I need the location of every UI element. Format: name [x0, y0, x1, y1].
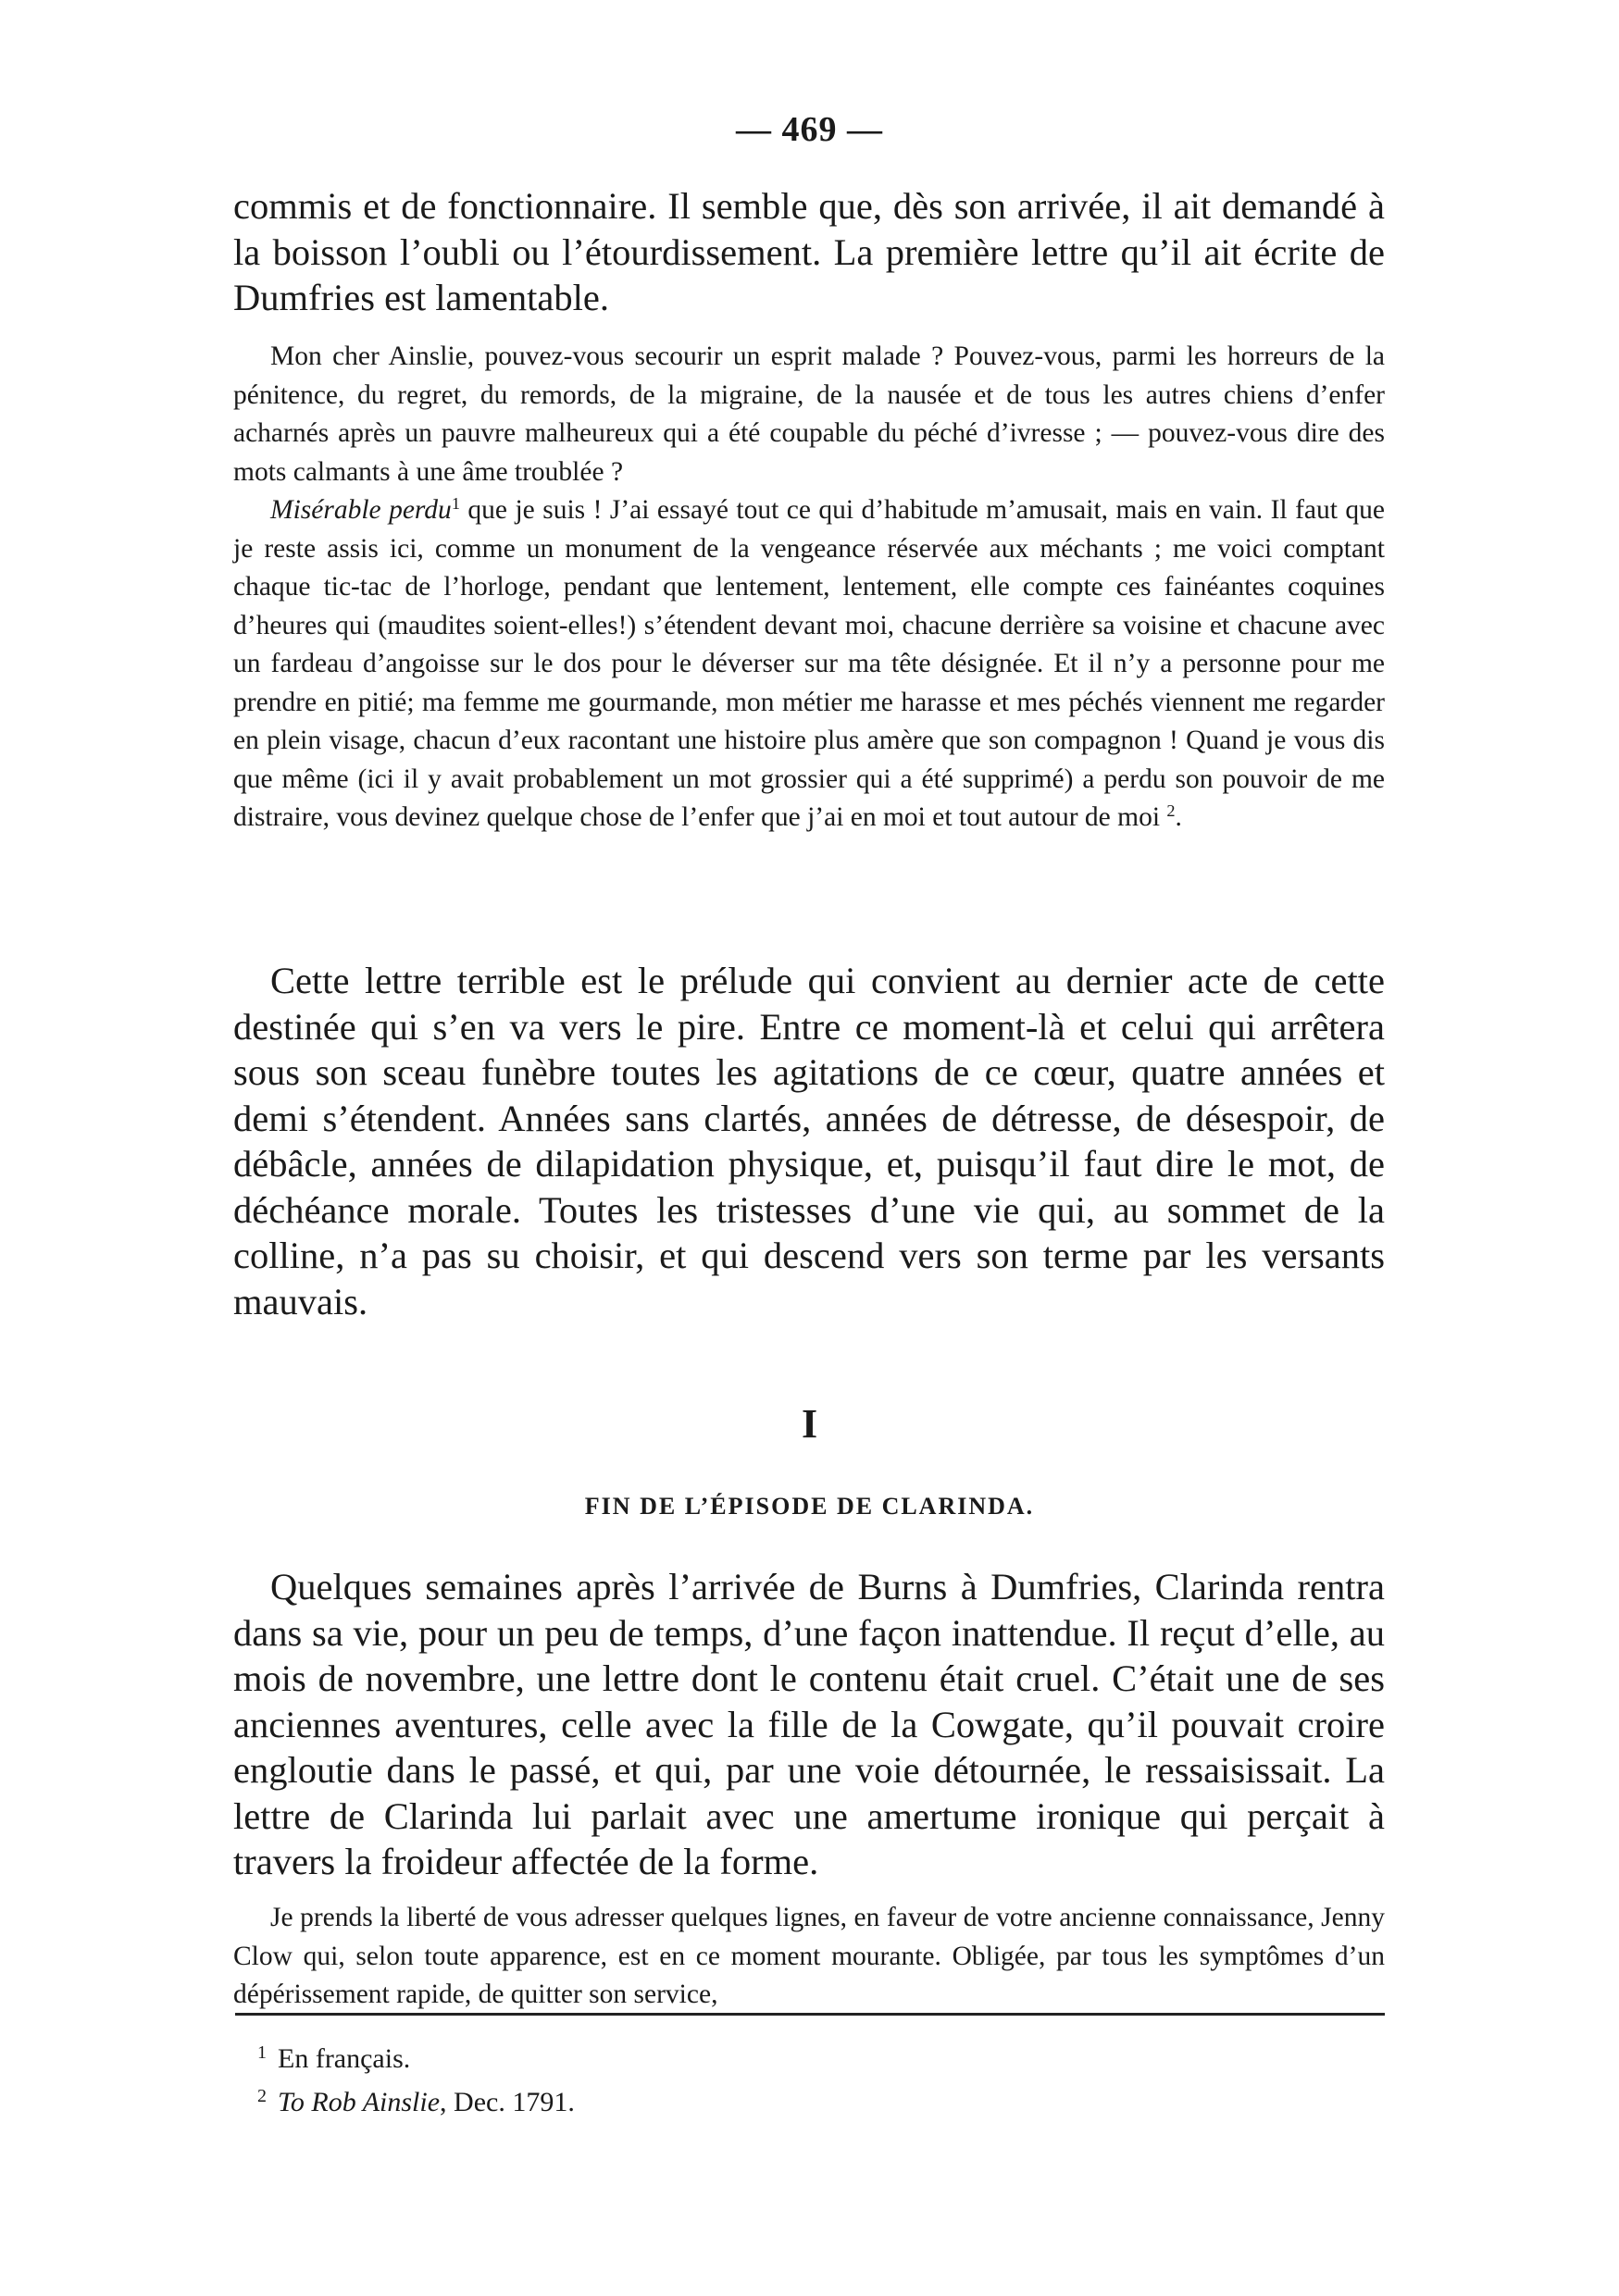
quote-paragraph-2-text: que je suis ! J’ai essayé tout ce qui d’habitude m’amusait, mais en vain. Il faut que je reste assis ici, comme un monument de la vengeance réservée aux méchants ; me voici comptant chaque tic-tac de l’horloge, pendant que lentement, lentement, elle compte ces fainéantes coquines d’heures qui (maudites soient-elles!) s’étendent devant moi, chacune derrière sa voisine et chacune avec un fardeau d’angoisse sur le dos pour le déverser sur ma tête désignée. Et il n’y a personne pour me prendre en pitié; ma femme me gourmande, mon métier me harasse et mes péchés viennent me regarder en plein visage, chacun d’eux racontant une histoire plus amère que son compagnon ! Quand je vous dis que même (ici il y avait probablement un mot grossier qui a été supprimé) a perdu son pouvoir de me distraire, vous devinez quelque chose de l’enfer que j’ai en moi et tout autour de moi: [233, 495, 1386, 832]
quote-italic-phrase: Misérable perdu: [270, 495, 452, 525]
footnote-2: [257, 2078, 1368, 2121]
quote-paragraph-1: Mon cher Ainslie, pouvez-vous secourir un esprit malade ? Pouvez-vous, parmi les horreurs de la pénitence, du regret, du remords, de la migraine, de la nausée et de tous les autres chiens d’enfer acharnés après un pauvre malheureux qui a été coupable du péché d’ivresse ; — pouvez-vous dire des mots calmants à une âme troublée ?: [233, 341, 1385, 487]
footnote-ref-1: 1: [451, 493, 460, 513]
page-number: — 469 —: [736, 110, 883, 149]
footnote-italic: To Rob Ainslie: [278, 2087, 441, 2117]
paragraph-text: commis et de fonctionnaire. Il semble que, dès son arrivée, il ait demandé à la boisson l’oubli ou l’étourdissement. La première lettre qu’il ait écrite de Dumfries est lamentable.: [233, 185, 1385, 318]
quote-paragraph: Je prends la liberté de vous adresser quelques lignes, en faveur de votre ancienne connaissance, Jenny Clow qui, selon toute apparence, est en ce moment mourante. Obligée, par tous les symptômes d’un dépérissement rapide, de quitter son service,: [233, 1903, 1385, 2009]
footnote-text: , Dec. 1791.: [440, 2087, 575, 2117]
footnote-ref-2: 2: [1166, 800, 1176, 820]
footnote-1: [257, 2034, 1368, 2078]
letter-quote-ainslie: [233, 222, 1385, 838]
paragraph-destinee: [233, 958, 1385, 1324]
footnote-text: En français.: [278, 2043, 411, 2074]
quote-paragraph-2: [233, 491, 1385, 838]
paragraph-text: Cette lettre terrible est le prélude qui convient au dernier acte de cette destinée qui s’en va vers le pire. Entre ce moment-là et celui qui arrêtera sous son sceau funèbre toutes les agitations de ce cœur, quatre années et demi s’étendent. Années sans clartés, années de détresse, de désespoir, de débâcle, années de dilapidation physique, et, puisqu’il faut dire le mot, de déchéance morale. Toutes les tristesses d’une vie qui, au sommet de la colline, n’a pas su choisir, et qui descend vers son terme par les versants mauvais.: [233, 960, 1385, 1322]
paragraph-text: Quelques semaines après l’arrivée de Burns à Dumfries, Clarinda rentra dans sa vie, pour un peu de temps, d’une façon inattendue. Il reçut d’elle, au mois de novembre, une lettre dont le contenu était cruel. C’était une de ses anciennes aventures, celle avec la fille de la Cowgate, qu’il pouvait croire engloutie dans le passé, et qui, par une voie détournée, le ressaisissait. La lettre de Clarinda lui parlait avec une amertume ironique qui perçait à travers la froideur affectée de la forme.: [233, 1566, 1385, 1882]
letter-quote-clarinda: [233, 1899, 1385, 2015]
footnotes: [257, 2034, 1368, 2121]
footnote-rule: [235, 2013, 1385, 2016]
footnote-mark: 1: [257, 2042, 267, 2063]
quote-paragraph-2-end: .: [1175, 802, 1182, 832]
section-title: FIN DE L’ÉPISODE DE CLARINDA.: [584, 1493, 1035, 1520]
section-number: I: [801, 1401, 818, 1446]
paragraph-clarinda: [233, 1564, 1385, 1885]
footnote-mark: 2: [257, 2086, 267, 2106]
